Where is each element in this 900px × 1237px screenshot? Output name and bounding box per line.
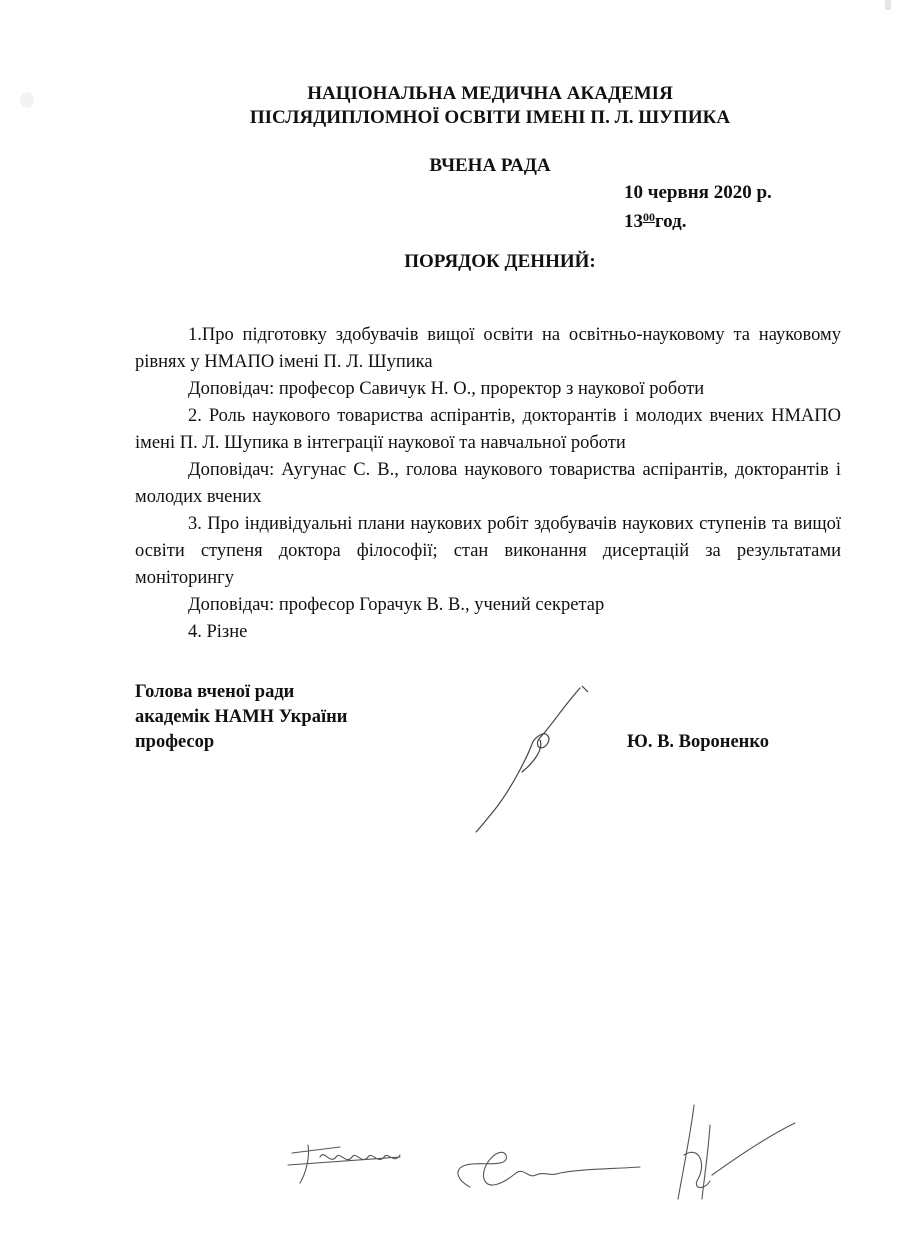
signatory-line-2: академік НАМН України: [135, 707, 348, 727]
signatory-title: [135, 680, 347, 755]
scan-edge-mark: [885, 0, 891, 10]
signatory-line-1: Голова вченої ради: [135, 682, 295, 702]
time-hours: 13: [624, 211, 643, 232]
agenda-item: Доповідач: професор Горачук В. В., учений секретар: [188, 595, 605, 615]
institution-header: [0, 82, 900, 130]
agenda-item: 1.Про підготовку здобувачів вищої освіти на освітньо-науковому та науковому рівнях у НМАПО імені П. Л. Шупика: [135, 325, 841, 372]
agenda-item: 2. Роль наукового товариства аспірантів, докторантів і молодих вчених НМАПО імені П. Л. Шупика в інтеграції наукової та навчальної роботи: [135, 406, 841, 453]
signatory-line-3: професор: [135, 732, 215, 752]
handwritten-signature: [470, 680, 590, 840]
header-line-2: ПІСЛЯДИПЛОМНОЇ ОСВІТИ ІМЕНІ П. Л. ШУПИКА: [249, 107, 731, 128]
agenda-title: ПОРЯДОК ДЕННИЙ:: [404, 251, 596, 272]
time-minutes: 00: [643, 210, 655, 224]
header-line-1: НАЦІОНАЛЬНА МЕДИЧНА АКАДЕМІЯ: [307, 83, 673, 104]
agenda-item: 4. Різне: [188, 622, 248, 642]
signatory-name: Ю. В. Вороненко: [627, 732, 769, 752]
agenda-item: 3. Про індивідуальні плани наукових робіт здобувачів наукових ступенів та вищої освіти ступеня доктора філософії; стан виконання дисертацій за результатами моніторингу: [135, 514, 841, 588]
meeting-datetime: [624, 181, 772, 234]
bottom-initials-signatures: [280, 1095, 800, 1215]
agenda-item: Доповідач: професор Савичук Н. О., проректор з наукової роботи: [188, 379, 705, 399]
agenda-item: Доповідач: Аугунас С. В., голова наукового товариства аспірантів, докторантів і молодих вчених: [135, 460, 841, 507]
meeting-time: [624, 205, 772, 234]
time-suffix: год.: [655, 211, 687, 232]
meeting-date: 10 червня 2020 р.: [624, 182, 772, 203]
agenda-list: [135, 322, 841, 646]
council-title: ВЧЕНА РАДА: [429, 155, 551, 176]
